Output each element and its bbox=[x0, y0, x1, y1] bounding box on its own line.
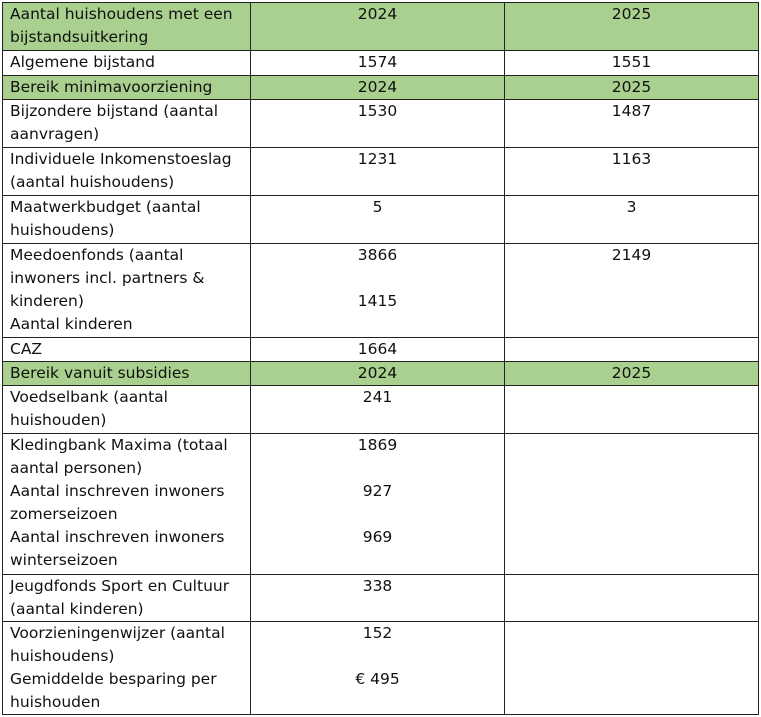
section-label: Bereik vanuit subsidies bbox=[3, 362, 251, 386]
sub-row-label: Aantal inschreven inwoners winterseizoen bbox=[10, 528, 225, 569]
row-label: Algemene bijstand bbox=[3, 51, 251, 76]
row-label: Jeugdfonds Sport en Cultuur (aantal kinderen) bbox=[3, 575, 251, 622]
table-row bbox=[3, 148, 759, 196]
table-row bbox=[3, 386, 759, 434]
value-2025 bbox=[505, 338, 759, 362]
year-2025-header: 2025 bbox=[505, 3, 759, 51]
year-2024-header: 2024 bbox=[251, 76, 505, 100]
sub-value-2024: € 495 bbox=[355, 670, 400, 688]
table-row bbox=[3, 434, 759, 575]
table-row bbox=[3, 51, 759, 76]
row-label: Individuele Inkomenstoeslag (aantal huishoudens) bbox=[3, 148, 251, 196]
section-label: Bereik minimavoorziening bbox=[3, 76, 251, 100]
value-2024: 1574 bbox=[251, 51, 505, 76]
value-2024: 152 bbox=[362, 624, 393, 642]
value-2025 bbox=[505, 622, 759, 715]
row-label: Kledingbank Maxima (totaal aantal personen) bbox=[10, 436, 228, 477]
year-2024-header: 2024 bbox=[251, 362, 505, 386]
row-label: Maatwerkbudget (aantal huishoudens) bbox=[3, 196, 251, 244]
value-2024: 241 bbox=[251, 386, 505, 434]
table-row bbox=[3, 338, 759, 362]
value-2024: 1869 bbox=[357, 436, 398, 454]
value-2025: 3 bbox=[505, 196, 759, 244]
value-2024: 3866 bbox=[357, 246, 398, 264]
table-row bbox=[3, 196, 759, 244]
value-2024: 1530 bbox=[251, 100, 505, 148]
value-2024-cell bbox=[251, 622, 505, 715]
table-header-row bbox=[3, 3, 759, 51]
sub-value-2024: 1415 bbox=[357, 292, 398, 310]
table-row bbox=[3, 575, 759, 622]
year-2024-header: 2024 bbox=[251, 3, 505, 51]
row-label-cell bbox=[3, 244, 251, 338]
row-label-cell bbox=[3, 622, 251, 715]
row-label: Aantal huishoudens met een bijstandsuitkering bbox=[3, 3, 251, 51]
value-2025: 1487 bbox=[505, 100, 759, 148]
value-2025: 2149 bbox=[505, 244, 759, 338]
value-2025 bbox=[505, 575, 759, 622]
value-2024: 1664 bbox=[251, 338, 505, 362]
sub-row-label: Aantal inschreven inwoners zomerseizoen bbox=[10, 482, 225, 523]
row-label: Voorzieningenwijzer (aantal huishoudens) bbox=[10, 624, 225, 665]
value-2024-cell bbox=[251, 434, 505, 575]
sub-value-2024: 969 bbox=[362, 528, 393, 546]
table-row bbox=[3, 622, 759, 715]
row-label-cell bbox=[3, 434, 251, 575]
sub-value-2024: 927 bbox=[362, 482, 393, 500]
year-2025-header: 2025 bbox=[505, 76, 759, 100]
minima-overview-table bbox=[2, 2, 759, 715]
value-2024: 1231 bbox=[251, 148, 505, 196]
row-label: Bijzondere bijstand (aantal aanvragen) bbox=[3, 100, 251, 148]
year-2025-header: 2025 bbox=[505, 362, 759, 386]
value-2024-cell bbox=[251, 244, 505, 338]
value-2025 bbox=[505, 386, 759, 434]
table-row bbox=[3, 244, 759, 338]
sub-row-label: Aantal kinderen bbox=[10, 315, 133, 333]
section-header-row bbox=[3, 76, 759, 100]
table-row bbox=[3, 100, 759, 148]
row-label: Meedoenfonds (aantal inwoners incl. partners & kinderen) bbox=[10, 246, 205, 310]
value-2024: 5 bbox=[251, 196, 505, 244]
value-2025: 1163 bbox=[505, 148, 759, 196]
value-2025 bbox=[505, 434, 759, 575]
section-header-row bbox=[3, 362, 759, 386]
sub-row-label: Gemiddelde besparing per huishouden bbox=[10, 670, 217, 711]
value-2025: 1551 bbox=[505, 51, 759, 76]
row-label: CAZ bbox=[3, 338, 251, 362]
row-label: Voedselbank (aantal huishouden) bbox=[3, 386, 251, 434]
value-2024: 338 bbox=[251, 575, 505, 622]
